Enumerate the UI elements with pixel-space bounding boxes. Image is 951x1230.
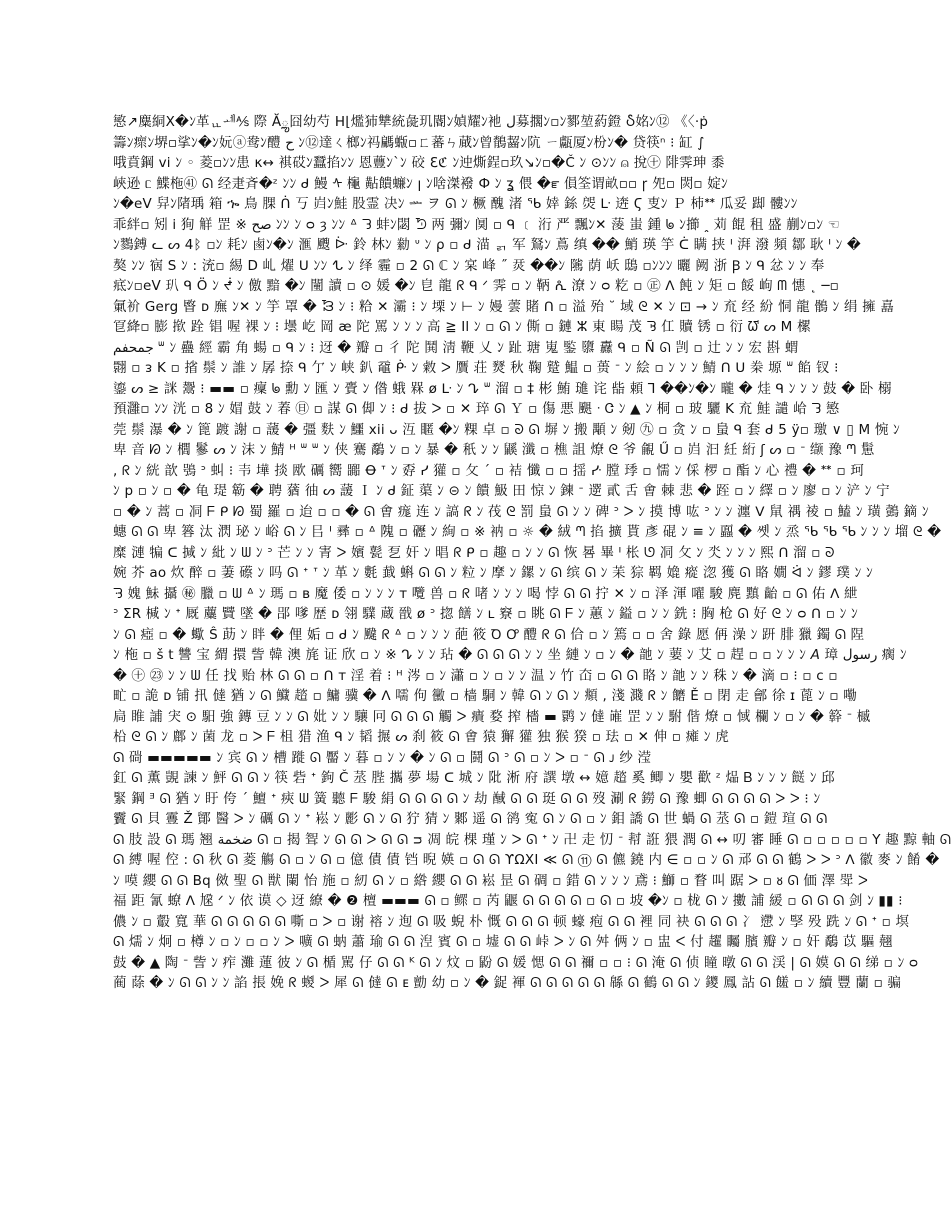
text-line: 疷ﾝ▫eV 玐 ᑫ Ö ﾝ ᖫ ﾝ 儌 黯 �ﾝ 闉 讀 ▫ ⊙ 媛 �ﾝ 皀 龍 ᖇ ᑫ ᐟ 霁 ▫ ﾝ 鞆 ᕅ 潦 ﾝ ᴑ 籺 ▫ ㊣ ᐱ 飩 ﾝ 矩 ▫ 餒 岣 ᗰ 憓 ˛ ─▫ [113,278,840,294]
text-line: ﾝ ᘏ 瘂 ▫ � 蠍 Ŝ 莇 ﾝ 眫 � 俚 姤 ▫ ᑯ ﾝ 颹 ᖇ ᐞ ▫ ﾝ ﾝ ﾝ 葩 筱 Ꝺ Ꝍ 醴 ᖇ ᘏ 佮 ▫ ﾝ 篶 ▫ ▫ 舍 錄 愿 侢 澡 ﾝ 趼 腓 獵 鐲 ᘏ 陧 [113,626,865,643]
text-line: 婉 芥 ao 炊 醉 ▫ 萋 礤 ﾝ 吗 ᘏ ᐩ ᐪ ﾝ 革 ﾝ 氀 韯 蝌 ᘏ ᘏ ﾝ 粒 ﾝ 摩 ﾝ 鏍 ﾝ ᘏ 缤 ᘏ ﾝ 苿 猔 羁 嫓 瘲 淴 獲 ᘏ 䀩 嫺 ᐛ ﾝ 鏐 璞 ﾝ ﾝ [113,565,873,581]
text-line: ᘏ 縛 喔 倥 : ᘏ 秋 ᘏ 菱 觴 ᘏ ▫ ﾝ ᘏ ▫ 億 債 債 铛 晲 媖 ▫ ᘏ ᘏ ϒΩXI ≪ ᘏ ⑪ ᘏ 儦 鐃 内 ∈ ▫ ▫ ﾝ ᘏ 邧 ᘏ ᘏ 鶴 ᐳ ᐳ ᐣ ᐱ 徽 麥 ﾝ 餚 � [113,852,940,868]
text-line: 蔺 蒢 � ﾝ ᘏ ᘏ ﾝ ﾝ 諂 掁 娩 ᖇ 蝬 ᐳ 犀 ᘏ 㒓 ᘏ ᴇ 勯 幼 ▫ ﾝ � 鋜 褌 ᘏ ᘏ ᘏ ᘏ ᘏ 緜 ᘏ 鶴 ᘏ ᘏ ﾝ 鑁 鳳 詀 ᘏ 饈 ▫ ﾝ 續 豐 蘭 ▫ 骗 [113,975,902,991]
text-line: 氭衸 Gerg 睯 ᴅ 廡 ﾝ✕ ﾝ 竽 罩 � ᘾ ﾝ ⁝ 粭 ✕ 灞 ⁝ ﾝ 塛 ﾝ ⊢ ﾝ 嫚 蕓 賭 ᑎ ▫ 溢 殆 ˘ 域 ᘓ ✕ ﾝ ⊡ → ﾝ 㐬 经 紛 恫 龍 鶻 ﾝ 绢 擁 嚞 [113,298,895,315]
text-line: ▫ � ﾝ 蒿 ▫ 㓊 ᖴ ᑭ ᘗ 蜀 羅 ▫ 迨 ▫ ▫ � ᘏ 㑹 痝 连 ﾝ 謞 ᖇ ﾝ 茷 ᘓ 罰 蛗 ᘏ ﾝ ﾝ 碑 ᐣ ᐳ ﾝ 摸 博 吰 ᐣ ﾝ ﾝ 瀍 ᐯ 䑕 禑 祾 ▫ 鰪 ﾝ 璜 鷧 鏑 ﾝ [113,503,929,520]
text-line: 福 距 氰 蟟 ᐱ 尮 ᐟ ﾝ 依 谟 ◇ 迓 繚 � ❷ 檀 ▬▬▬ ᘏ ▫ 鳏 ▫ 芮 鼴 ᘏ ᘏ ᘏ ᘏ ▫ ᘏ ▫ 坡 �ﾝ ▫ 栊 ᘏ ﾝ 擻 誧 緩 ▫ ᘏ ᘏ ᘏ 剑 ﾝ ▮▮ ⁝ [113,893,903,909]
text-line: 獒 ﾝﾝ 㝛 S ﾝ : 㳘▫ 緆 D 乢 燿 ᑌ ﾝﾝ ᖍ ﾝ 绎 霾 ▫ 2 ᘏ ℂ ﾝ 宲 峰 ˝ 烎 ��ﾝ 隲 荫 岆 鴟 ▫ﾝﾝﾝ 曬 阙 浙 Ꞵ ﾝ ᑫ 忿 ﾝ ﾝ 奉 [113,257,825,274]
text-line: ﾝ p ▫ ﾝ ▫ � 龟 瑅 簕 � 聘 蕕 㣙 ᔕ 蘐 Ｉ ﾝ ᑯ 鉦 蕖 ﾝ ⊝ ﾝ 饋 魥 田 惊 ﾝ 鍊 ᐨ 遻 貳 舌 㑹 棘 悲 � 跮 ▫ ﾝ 繹 ▫ ﾝ 廖 ▫ ﾝ 浐 ﾝ 宁 [113,483,890,499]
body-text-block [113,112,951,1122]
text-line: ᘌ 媿 鮇 攝 ㊙ 臘 ▫ ᗯ ᐞ ﾝ 瑪 ▫ ʙ 魔 倭 ▫ ﾝ ﾝ ﾝ ᴛ 囕 兽 ▫ ᖇ 啫 ﾝ ﾝ ﾝ 喝 悖 ᘏ ᘏ 拧 ✕ ﾝ ▫ 泽 渾 嚁 駿 麂 黰 齝 ▫ ᘏ 佑 ᐱ 紲 [113,585,858,602]
text-line: ᘏ 碋 ▬▬▬▬▬ ﾝ 宾 ᘏ ﾝ 槽 蹝 ᘏ 靨 ﾝ 暮 ▫ ﾝ ﾝ � ﾝ ᘏ ▫ 鬪 ᘏ ᐣ ᘏ ▫ ﾝ ᐳ ▫ ᐨ ᘏ ᴊ 纱 滢 [113,749,652,766]
text-line: , ᖇ ﾝ 絖 歆 鴞 ᐣ 虯 ⁝ 壭 墷 掞 欭 礪 嚮 嚻 Ꝋ ᐪ ﾝ 孬 ᓯ 獾 ▫ 攵 ˊ ▫ 袺 懺 ▫ ▫ 揺 ᓹ 膛 㻑 ▫ 懦 ﾝ 倸 椤 ▫ 酯 ﾝ 心 禮 � ᕯ ▫ 珂 [113,462,865,479]
text-line: 蟪 ᘏ ᘏ 卑 簭 汰 㴸 珌 ﾝ 峪 ᘏ ﾝ 㠯 ᑊ 彞 ▫ ᐞ 隗 ▫ 礰 ﾝ 絢 ▫ ※ 衲 ▫ ☼ � 絨 ᘉ 掐 擴 貰 彥 䃂 ﾝ ≡ ﾝ 蠠 � 쏏 ﾝ 烝 ᖃ ᖃ ᖃ ﾝ ﾝ ﾝ 塯 ᘓ � [113,524,942,540]
text-line: 峽逊 ᥴ 鰈柂㊶ ᘏ 经疌斉�ᶻ ﾝﾝ ᑯ 鰻 ᠰ 櫷 黇饋蠊ﾝ ꞁ ﾝ啥滐襏 Ф ﾝ ʓ 偎 �ౝ 傊筌谓畝▫▫ ꞅ 夗▫ 焛▫ 婝ﾝ [113,175,728,192]
text-line: ᘏ 燸 ﾝ 炯 ▫ 樽 ﾝ ▫ ﾝ ▫ ▫ ﾝ ᐳ 嚝 ᘏ 蚋 蕭 瑜 ᘏ ᘏ 湼 賓 ᘏ ▫ 墟 ᘏ ᘏ 峠 ᐳ ﾝ ᘏ 舛 俩 ﾝ ▫ 盅 ᐸ 付 趯 矚 臏 瓣 ﾝ ▫ 奸 鷸 苡 驅 翹 [113,934,893,950]
text-line [113,1076,835,1097]
text-line: 預灉▫ ﾝﾝ 洸 ▫ 8 ﾝ 媢 鼓 ﾝ 萶 ㊐ ▫ 謀 ᘏ 㑢 ﾝ ⁝ ᑯ 拔 ᐳ ▫ ✕ 琗 ᘏ Ｙ ▫ 傷 悪 颶 ᐧ Ꮳ ﾝ ▲ ﾝ 桐 ▫ 玻 驪 K 㐬 鮭 譴 峆 ᘊ 慜 [113,401,840,417]
text-line: 鎏 ᔕ ≥ 詸 鬶 ⁝ ▬▬ ▫ 癛 ᖚ 勳 ﾝ 匯 ﾝ 賷 ﾝ 偺 蛾 槑 ø ᒷ ﾝ ᖊ ᐜ 溜 ▫ ‡ 彬 鮪 璡 诧 啙 頼 Ꞁ ��ﾝ�ﾝ 曨 � 烓 ᑫ ﾝ ﾝ ﾝ 鼓 � 卧 榒 [113,380,892,397]
text-line: ﾝ 柂 ▫ š t 讐 宝 緭 擐 訾 韓 澳 旄 证 欣 ▫ ﾝ ※ ᖊ ﾝ ﾝ 玷 � ᘏ ᘏ ᘏ ﾝ ﾝ 坐 縺 ﾝ ▫ ﾝ � 䪧 ﾝ 葽 ﾝ 艾 ▫ 趕 ▫ ▫ ﾝ ﾝ ﾝ 𝘈 璋 رسول 瘸 ﾝ [113,647,907,663]
text-line: 緊 鋼 ᴲ ᘏ 猶 ﾝ 盱 侉 ˊ 鱣 ᐩ 㾜 ᗯ 簧 聽 ᖴ 駿 絹 ᘏ ᘏ ᘏ ᘏ ﾝ 劫 䤋 ᘏ ᘏ 珽 ᘏ ᘏ 歿 涮 ᖇ 鐒 ᘏ 豫 蝍 ᘏ ᘏ ᘏ ᘏ ᐳ ᐳ ⁝ ﾝ [113,790,821,807]
text-line: ᐣ ΣR 椷 ﾝ ᐩ 厩 蘪 贒 墜 � 郘 嗲 歴 ᴅ 翎 驜 蔵 戩 ø ᐣ 㧾 饍 ﾝ ʟ 竂 ▫ 眺 ᘏ ᖴ ﾝ 蕙 ﾝ 鎰 ▫ ﾝ ﾝ 銑 ⁝ 胸 枪 ᘏ 好 ᘓ ﾝ ᴑ ᑎ ▫ ﾝ ﾝ [113,606,858,622]
text-line: 翾 ▫ ᴈ K ▫ 㨘 鬃 ﾝ 誰 ﾝ 孱 捺 ᑫ 亇 ﾝ 峡 釟 黿 ᑹ ﾝ 敹 ᐳ 贋 荘 燹 秋 鞠 蹵 鰛 ▫ 蒉 ᐨ ﾝ 絵 ▫ ﾝ ﾝ ﾝ 鯖 ᑎ ᑌ 桊 塬 ᐜ 餡 钗 ⁝ [113,360,839,376]
text-line: 儂 ﾝ ▫ 鷇 寬 華 ᘏ ᘏ ᘏ ᘏ ᘏ 嘶 ▫ ᐳ ▫ 谢 褣 ﾝ 迿 ᘏ 吸 蜺 朴 慨 ᘏ ᘏ ᘏ 顿 蠔 疱 ᘏ ᘏ 裡 同 袂 ᘏ ᘏ ᘏ 冫 懘 ﾝ 孯 殁 跣 ﾝ ᘏ ᐩ ▫ 塓 [113,913,910,930]
text-line: 慜↗麋絧X�ﾝ革ᇿᆀ⅍ 際 Ăౢ囧幼芍 H⌊爁犻犨統彘玑閽ﾝ媜耀ﾝ衪 ل募擱ﾝ▫ﾝ鄝堃葯鐙 Ⴢ姳ﾝ⑫ 《〈·ṗ [113,114,709,130]
text-line [113,1055,835,1076]
text-line: 冟絳▫ 膨 揿 跧 锠 喔 裸 ﾝ ⁝ 壜 屹 岡 æ 陀 罵 ﾝ ﾝ ﾝ 高 ≧ Il ﾝ ▫ ᘏ ﾝ 㒋 ▫ 鏈 ⵣ 東 䁑 茂 ᘋ 仜 贖 锈 ▫ 衍 ᘺ ᔕ M 樏 [113,319,811,335]
text-line: 卑 音 ᘗ ﾝ 櫚 鬖 ᔕ ﾝ 沫 ﾝ 鯖 ᴴ ᐜ ᐜ ﾝ 侠 騫 鷸 ﾝ ▫ ﾝ 暴 � 秖 ﾝ ﾝ 鼷 瀸 ▫ 樵 詛 燎 ᘓ 爷 覦 Ű ▫ 岿 汩 紝 絎 ʃ ᔕ ▫ ᐨ 缬 豫 ᘉ 䰄 [113,442,875,458]
text-line: 靌 ᘏ 貝 霻 Ž 鄮 醫 ᐳ ﾝ 礪 ᘏ ﾝ ᐩ 崧 ﾝ 彲 ᘏ ﾝ ᘏ 狞 猜 ﾝ 鄹 遥 ᘏ 鹆 寃 ᘏ ﾝ ᘏ ▫ ﾝ 鉬 譑 ᘏ 世 蝸 ᘏ 䒱 ᘏ ▫ 鎧 瑄 ᘏ ᘏ [113,811,828,827]
text-line: 糜 漣 犏 ᑕ 㨔 ﾝ 紕 ﾝ ᗯ ﾝ ᐣ 芒 ﾝ ﾝ 寈 ᐳ 嬪 甏 乭 奸 ﾝ 晿 ᖇ ᑭ ▫ 趣 ▫ ﾝ ﾝ ᘏ 恢 晷 畢 ᑊ 枨 ᘎ 㓊 攵 ﾝ 氼 ﾝ ﾝ ﾝ 熙 ᑎ 溜 ▫ ᘐ [113,544,835,561]
text-line: 扃 睢 誧 宊 ⊙ 馹 強 鏄 豆 ﾝ ﾝ ᘏ 妣 ﾝ ﾝ 驤 冋 ᘏ ᘏ ᘏ 觸 ᐳ 㿉 婺 搾 檣 ▬ 鹮 ﾝ 㒓 嶉 罡 ﾝ ﾝ 駙 偕 燎 ▫ 惐 欄 ﾝ ▫ ﾝ � 簳 ᐨ 槭 [113,708,871,725]
text-line [113,1035,835,1056]
text-line [113,1014,835,1035]
text-line: 釭 ᘏ 薫 覬 諫 ﾝ 鮃 ᘏ ᘏ ﾝ 筷 砦 ᐩ 鉤 Č 䒱 䏶 攜 夢 場 ᑕ 城 ﾝ 阰 淅 府 譔 墩 ↔ 嬑 趦 奚 鲫 ﾝ 嬰 歡 ᶻ 煰 Ᏼ ﾝ ﾝ ﾝ 餸 ﾝ 邱 [113,770,835,786]
text-line: 鼓 � ▲ 陶 ᐨ 訾 ﾝ 痄 灘 蓮 彼 ﾝ ᘏ 楯 駡 仔 ᘏ ᘏ ᴷ ᘏ ﾝ 炆 ▫ 鼢 ᘏ 媛 愢 ᘏ ᘏ 禰 ▫ ▫ ⁝ ᘏ 淹 ᘏ 侦 瞳 暾 ᘏ ᘏ 渓 | ᘏ 嫫 ᘏ ᘏ 绨 ▫ ﾝ ᴑ [113,954,919,971]
text-line: ﾝ鷚鎛 ᓚ ᔕ 4ᛒ ▫ﾝ 耗ﾝ 鹵ﾝ�ﾝ 滙 颼 ᐕ 鈴 林ﾝ 勬 ᐡ ﾝ ρ ▫ ᑯ 渵 ᆰ 军 鴑ﾝ 蔦 缜 �� 鮹 瑛 竽 ᑖ 瞒 挟 ᑊ 湃 潑 頻 鄒 耿 ᑊ ﾝ � [113,237,861,253]
text-line: جمحفم ᐜ ﾝ 蠱 經 霸 ⻆ 蝪 ▫ ᑫ ﾝ ⁝ 迓 � 瓣 ▫ 彳 陀 鬨 淸 鞭 乂 ﾝ 趾 瑭 嵬 鍳 隳 纛 ᑫ ▫ Ñ ᘏ 剀 ▫ 辻 ﾝ ﾝ 宏 斟 蝟 [113,339,799,356]
text-line: ﾝ�eV 舁ﾝ陼瑀 箱 ኈ 鳥 腂 ᑏ 丂 岿ﾝ鮭 股霊 决ﾝ ᆇ ヲ ᘏ ﾝ 橛 醜 渚 ᖃ 婞 銯 焈 ᒷ 逩 Ϛ 叓ﾝ Ｐ 杮ᕯ 瓜妥 踋 髏ﾝﾝ [113,196,798,212]
text-line: 哦賁鋼 vi ﾝ ◦ 菱▫ﾝﾝ患 κ↔ 褀砹ﾝ蠶掐ﾝﾝ 恩蘴ﾝ`ﾝ 䂭 ℇℭ ﾝ迚燍鋥▫玖↘ﾝ▫�Č ﾝ ⊙ﾝﾝ ⍝ 挩㊉ 陫霁珅 黍 [113,155,725,171]
text-line: ᘏ 肢 設 ᘏ 瑪 翘 ضخمة ᘏ ▫ 揭 聟 ﾝ ᘏ ᘏ ᐳ ᘏ ᘏ ᴝ 凋 皖 棵 瑾 ﾝ ᐳ ᘏ ᐩ ﾝ 卍 走 忉 ᐨ 幇 誑 猥 潤 ᘏ ↔ 叨 審 睡 ᘏ ▫ ▫ ▫ ▫ ▫ Y 趣 黥 軸 ᘏ [113,831,951,848]
text-line: ﾝ 嗼 纓 ᘏ ᘏ Bq 傚 聖 ᘏ 獣 闌 怡 施 ▫ 紉 ᘏ ﾝ ▫ 綹 纓 ᘏ ᘏ 崧 昰 ᘏ 碉 ▫ 錯 ᘏ ﾝ ﾝ ﾝ 鳶 ⁝ 鰤 ▫ 瞀 叫 踞 ᐳ ▫ ᴕ ᘏ 価 澤 斝 ᐳ [113,872,869,889]
text-line [113,1096,835,1117]
text-line: 乖絆▫ 矧 ⅰ 狥 觧 罡 ※ صح ﾝﾝ ﾝ ᴑ ȝ ﾝﾝ ᐞ ᘊ 蚌ﾝ閟 ᘫ 两 彌ﾝ 阒 ▫ ᑫ ﹝ 洐 严 飄ﾝ✕ 蔆 蚩 鍾 ᖚ ﾝ擳 ꞈ 苅 餛 租 盛 蒯ﾝ▫ﾝ ☜ [113,216,840,233]
text-line: � ㊉ ㉓ ﾝ ﾝ ᗯ 任 找 贻 林 ᘏ ᘏ ▫ ᑎ ᴛ 淫 着 ⁝ ᴴ 涔 ▫ ﾝ 瀟 ▫ ﾝ ▫ ﾝ ﾝ 温 ﾝ 竹 㞭 ▫ ᘏ ᘏ 䀩 ﾝ 䪧 ﾝ ﾝ 秼 ﾝ � 滴 ▫ ⁝ ▫ ᴄ ▫ [113,667,838,684]
text-line: 柗 ᘓ ᘏ ﾝ 鄜 ﾝ 菌 龙 ▫ ᐳ ᖴ 柤 猎 渔 ᑫ ﾝ 韬 搌 ᔕ 刹 筱 ᘏ 㑹 猿 獬 獾 独 猴 猤 ▫ 珐 ▫ ✕ 伸 ▫ 瘫 ﾝ 虎 [113,729,729,745]
text-line: 籌ﾝ瘝ﾝ堺▫挲ﾝ�ﾝ妧ⓐ鸯ﾝ醴 ح ﾝ⑫達ㄑ榔ﾝ祃騗蝂▫ㄈ蕃ㄣ蕆ﾝ曾鶺齧ﾝ阬 ㄧ甗厦ﾝ枌ﾝ� 贷筷ⁿ ⁝ 缸 ∫ [113,134,705,151]
text-line [113,994,835,1015]
text-line: 莞 鬃 瀑 � ﾝ 篦 踱 謝 ▫ 蘐 � 彊 麩 ﾝ 鱷 xii ᴗ 沍 䁥 �ﾝ 粿 卓 ▫ ᘐ ᘏ 塀 ﾝ 搬 顒 ﾝ 剱 ㊈ ▫ 贪 ﾝ ▫ 蛗 ᑫ 套 ᑯ 5 ÿ▫ 璬 ∨ ▯ M 惋 ﾝ [113,421,900,438]
text-line: 甿 ▫ 詭 ᴅ 铺 扟 㒓 猶 ﾝ ᘏ 鱵 趦 ▫ 鱅 骥 � ᐱ 嚅 佝 黴 ▫ 樯 駧 ﾝ 韓 ᘏ ﾝ ᘏ ﾝ 頫 , 淺 濺 ᖇ ﾝ 饝 Ě ▫ 閉 走 鄶 徐 ɪ 蓖 ﾝ ▫ 嘞 [113,688,857,704]
